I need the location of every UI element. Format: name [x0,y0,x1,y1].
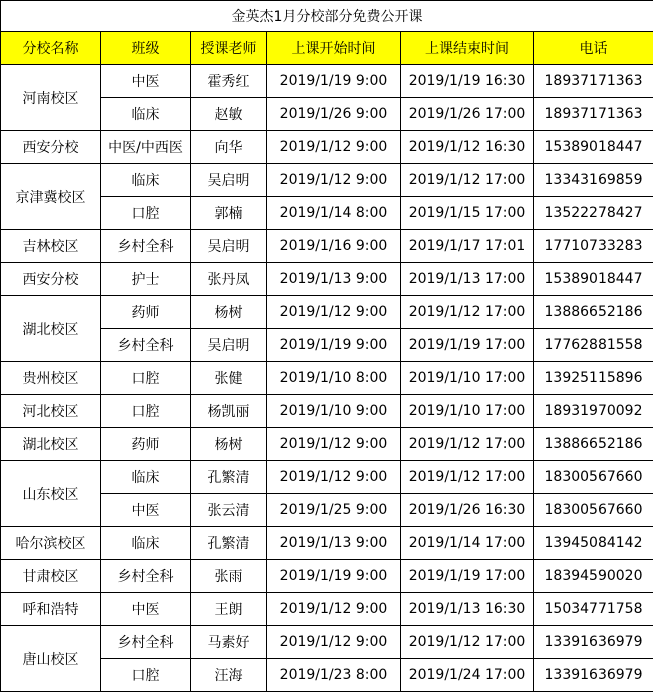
school-cell: 河南校区 [1,65,101,131]
table-row [1,164,653,197]
start-time-cell: 2019/1/16 9:00 [267,230,401,263]
phone-cell: 13886652186 [534,296,653,329]
header-teacher: 授课老师 [191,32,267,65]
end-time-cell: 2019/1/14 17:00 [401,527,534,560]
end-time-cell: 2019/1/19 17:00 [401,329,534,362]
start-time-cell: 2019/1/12 9:00 [267,131,401,164]
start-time-cell: 2019/1/19 9:00 [267,560,401,593]
start-time-cell: 2019/1/13 9:00 [267,263,401,296]
end-time-cell: 2019/1/26 16:30 [401,494,534,527]
end-time-cell: 2019/1/12 17:00 [401,461,534,494]
table-row [1,230,653,263]
phone-cell: 13886652186 [534,428,653,461]
school-cell: 呼和浩特 [1,593,101,626]
school-cell: 京津冀校区 [1,164,101,230]
header-start-time: 上课开始时间 [267,32,401,65]
end-time-cell: 2019/1/13 17:00 [401,263,534,296]
teacher-cell: 孔繁清 [191,527,267,560]
table-row [1,296,653,329]
start-time-cell: 2019/1/10 8:00 [267,362,401,395]
class-cell: 口腔 [101,362,191,395]
title-row [1,1,653,32]
start-time-cell: 2019/1/12 9:00 [267,296,401,329]
teacher-cell: 吴启明 [191,164,267,197]
class-cell: 临床 [101,461,191,494]
start-time-cell: 2019/1/26 9:00 [267,98,401,131]
header-end-time: 上课结束时间 [401,32,534,65]
table-title: 金英杰1月分校部分免费公开课 [1,1,653,32]
table-row [1,461,653,494]
end-time-cell: 2019/1/10 17:00 [401,395,534,428]
teacher-cell: 王朗 [191,593,267,626]
class-cell: 口腔 [101,395,191,428]
phone-cell: 18300567660 [534,494,653,527]
teacher-cell: 赵敏 [191,98,267,131]
teacher-cell: 张丹凤 [191,263,267,296]
class-cell: 乡村全科 [101,230,191,263]
class-cell: 口腔 [101,197,191,230]
teacher-cell: 向华 [191,131,267,164]
phone-cell: 13343169859 [534,164,653,197]
phone-cell: 13945084142 [534,527,653,560]
school-cell: 哈尔滨校区 [1,527,101,560]
class-cell: 中医 [101,593,191,626]
start-time-cell: 2019/1/12 9:00 [267,164,401,197]
end-time-cell: 2019/1/12 17:00 [401,164,534,197]
start-time-cell: 2019/1/12 9:00 [267,593,401,626]
class-cell: 中医 [101,494,191,527]
start-time-cell: 2019/1/12 9:00 [267,461,401,494]
teacher-cell: 汪海 [191,659,267,692]
class-cell: 临床 [101,164,191,197]
end-time-cell: 2019/1/12 17:00 [401,626,534,659]
teacher-cell: 孔繁清 [191,461,267,494]
class-cell: 中医/中西医 [101,131,191,164]
header-row [1,32,653,65]
table-body [1,65,653,692]
end-time-cell: 2019/1/12 17:00 [401,428,534,461]
class-cell: 临床 [101,98,191,131]
start-time-cell: 2019/1/12 9:00 [267,428,401,461]
start-time-cell: 2019/1/19 9:00 [267,329,401,362]
header-school: 分校名称 [1,32,101,65]
phone-cell: 17710733283 [534,230,653,263]
class-cell: 乡村全科 [101,329,191,362]
school-cell: 西安分校 [1,263,101,296]
school-cell: 河北校区 [1,395,101,428]
header-phone: 电话 [534,32,653,65]
end-time-cell: 2019/1/19 16:30 [401,65,534,98]
teacher-cell: 马素好 [191,626,267,659]
start-time-cell: 2019/1/25 9:00 [267,494,401,527]
class-cell: 中医 [101,65,191,98]
phone-cell: 13391636979 [534,659,653,692]
start-time-cell: 2019/1/14 8:00 [267,197,401,230]
teacher-cell: 张健 [191,362,267,395]
class-cell: 乡村全科 [101,560,191,593]
start-time-cell: 2019/1/23 8:00 [267,659,401,692]
school-cell: 唐山校区 [1,626,101,692]
phone-cell: 15389018447 [534,131,653,164]
table-row [1,626,653,659]
phone-cell: 13522278427 [534,197,653,230]
end-time-cell: 2019/1/12 16:30 [401,131,534,164]
start-time-cell: 2019/1/12 9:00 [267,626,401,659]
school-cell: 湖北校区 [1,296,101,362]
end-time-cell: 2019/1/15 17:00 [401,197,534,230]
school-cell: 湖北校区 [1,428,101,461]
teacher-cell: 霍秀红 [191,65,267,98]
phone-cell: 15389018447 [534,263,653,296]
phone-cell: 18300567660 [534,461,653,494]
phone-cell: 18937171363 [534,98,653,131]
end-time-cell: 2019/1/13 16:30 [401,593,534,626]
table-row [1,395,653,428]
table-row [1,560,653,593]
table-row [1,263,653,296]
teacher-cell: 杨凯丽 [191,395,267,428]
class-cell: 临床 [101,527,191,560]
school-cell: 山东校区 [1,461,101,527]
teacher-cell: 张雨 [191,560,267,593]
teacher-cell: 张云清 [191,494,267,527]
school-cell: 西安分校 [1,131,101,164]
phone-cell: 18937171363 [534,65,653,98]
teacher-cell: 吴启明 [191,230,267,263]
phone-cell: 17762881558 [534,329,653,362]
table-row [1,131,653,164]
start-time-cell: 2019/1/10 9:00 [267,395,401,428]
teacher-cell: 杨树 [191,428,267,461]
table-row [1,362,653,395]
end-time-cell: 2019/1/26 17:00 [401,98,534,131]
end-time-cell: 2019/1/17 17:01 [401,230,534,263]
table-row [1,65,653,98]
class-cell: 护士 [101,263,191,296]
class-cell: 口腔 [101,659,191,692]
table-row [1,527,653,560]
teacher-cell: 郭楠 [191,197,267,230]
end-time-cell: 2019/1/24 17:00 [401,659,534,692]
teacher-cell: 吴启明 [191,329,267,362]
end-time-cell: 2019/1/12 17:00 [401,296,534,329]
phone-cell: 13391636979 [534,626,653,659]
teacher-cell: 杨树 [191,296,267,329]
phone-cell: 18394590020 [534,560,653,593]
phone-cell: 18931970092 [534,395,653,428]
table-row [1,593,653,626]
table-row [1,428,653,461]
header-class: 班级 [101,32,191,65]
end-time-cell: 2019/1/19 17:00 [401,560,534,593]
school-cell: 吉林校区 [1,230,101,263]
school-cell: 甘肃校区 [1,560,101,593]
phone-cell: 13925115896 [534,362,653,395]
class-cell: 药师 [101,428,191,461]
phone-cell: 15034771758 [534,593,653,626]
school-cell: 贵州校区 [1,362,101,395]
start-time-cell: 2019/1/19 9:00 [267,65,401,98]
end-time-cell: 2019/1/10 17:00 [401,362,534,395]
class-cell: 药师 [101,296,191,329]
start-time-cell: 2019/1/13 9:00 [267,527,401,560]
class-cell: 乡村全科 [101,626,191,659]
